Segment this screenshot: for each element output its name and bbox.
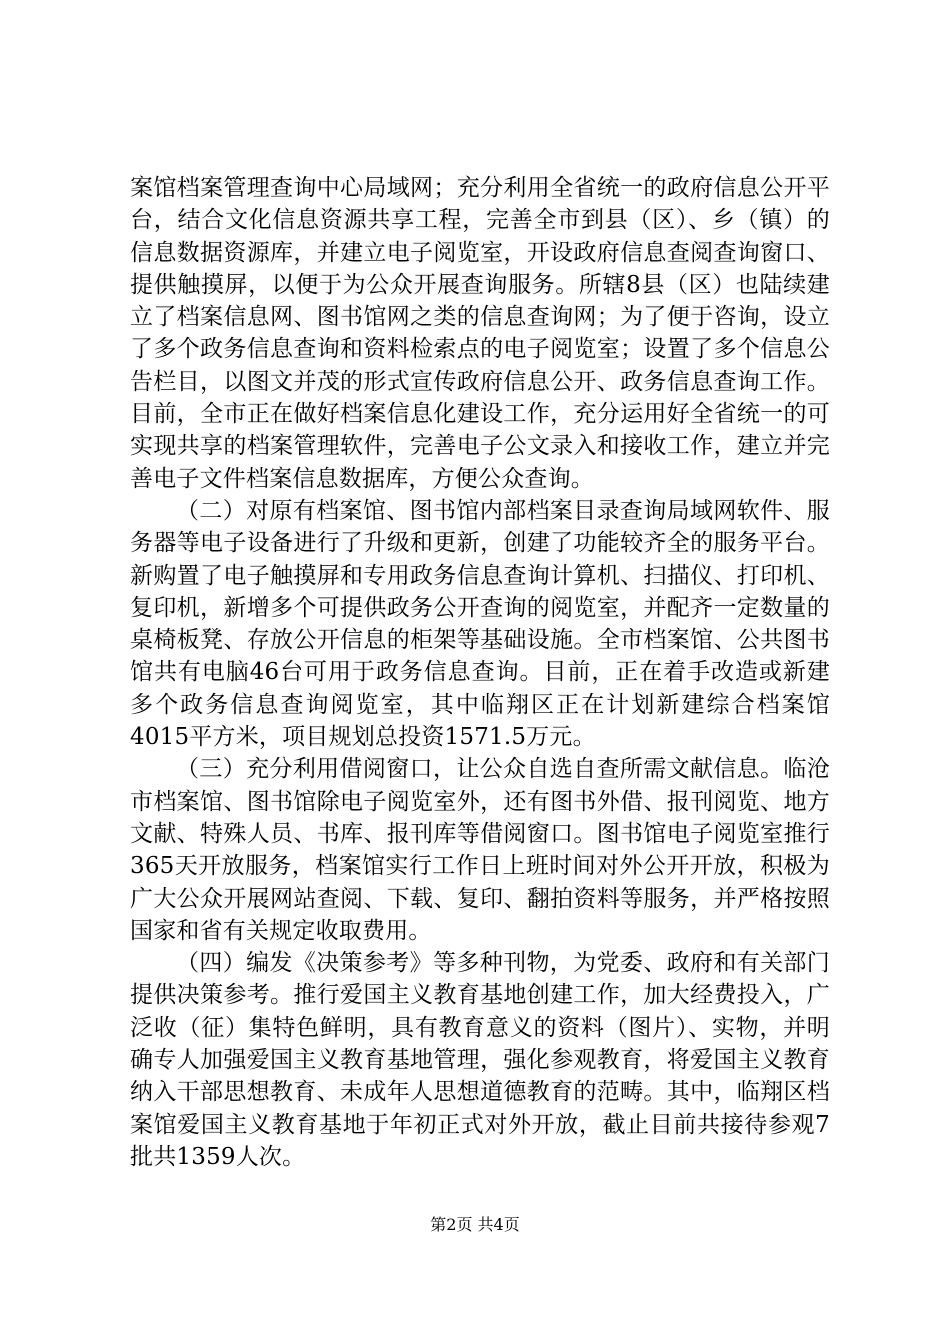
paragraph-continuation: 案馆档案管理查询中心局域网；充分利用全省统一的政府信息公开平台，结合文化信息资源共享工程，完善全市到县（区）、乡（镇）的信息数据资源库，并建立电子阅览室，开设政府信息查阅查询窗口、提供触摸屏，以便于为公众开展查询服务。所辖8县（区）也陆续建立了档案信息网、图书馆网之类的信息查询网；为了便于咨询，设立了多个政务信息查询和资料检索点的电子阅览室；设置了多个信息公告栏目，以图文并茂的形式宣传政府信息公开、政务信息查询工作。目前，全市正在做好档案信息化建设工作，充分运用好全省统一的可实现共享的档案管理软件，完善电子公文录入和接收工作，建立并完善电子文件档案信息数据库，方便公众查询。 <box>130 175 830 492</box>
document-body <box>130 172 830 1173</box>
paragraph-section-3: （三）充分利用借阅窗口，让公众自选自查所需文献信息。临沧市档案馆、图书馆除电子阅览室外，还有图书外借、报刊阅览、地方文献、特殊人员、书库、报刊库等借阅窗口。图书馆电子阅览室推行365天开放服务，档案馆实行工作日上班时间对外公开开放，积极为广大公众开展网站查阅、下载、复印、翻拍资料等服务，并严格按照国家和省有关规定收取费用。 <box>130 756 830 944</box>
paragraph-section-4: （四）编发《决策参考》等多种刊物，为党委、政府和有关部门提供决策参考。推行爱国主义教育基地创建工作，加大经费投入，广泛收（征）集特色鲜明，具有教育意义的资料（图片）、实物，并明确专人加强爱国主义教育基地管理，强化参观教育，将爱国主义教育纳入干部思想教育、未成年人思想道德教育的范畴。其中，临翔区档案馆爱国主义教育基地于年初正式对外开放，截止目前共接待参观7批共1359人次。 <box>130 950 830 1170</box>
page-number-footer: 第2页 共4页 <box>430 1215 520 1234</box>
paragraph-section-2: （二）对原有档案馆、图书馆内部档案目录查询局域网软件、服务器等电子设备进行了升级和更新，创建了功能较齐全的服务平台。新购置了电子触摸屏和专用政务信息查询计算机、扫描仪、打印机、复印机，新增多个可提供政务公开查询的阅览室，并配齐一定数量的桌椅板凳、存放公开信息的柜架等基础设施。全市档案馆、公共图书馆共有电脑46台可用于政务信息查询。目前，正在着手改造或新建多个政务信息查询阅览室，其中临翔区正在计划新建综合档案馆4015平方米，项目规划总投资1571.5万元。 <box>130 497 830 751</box>
